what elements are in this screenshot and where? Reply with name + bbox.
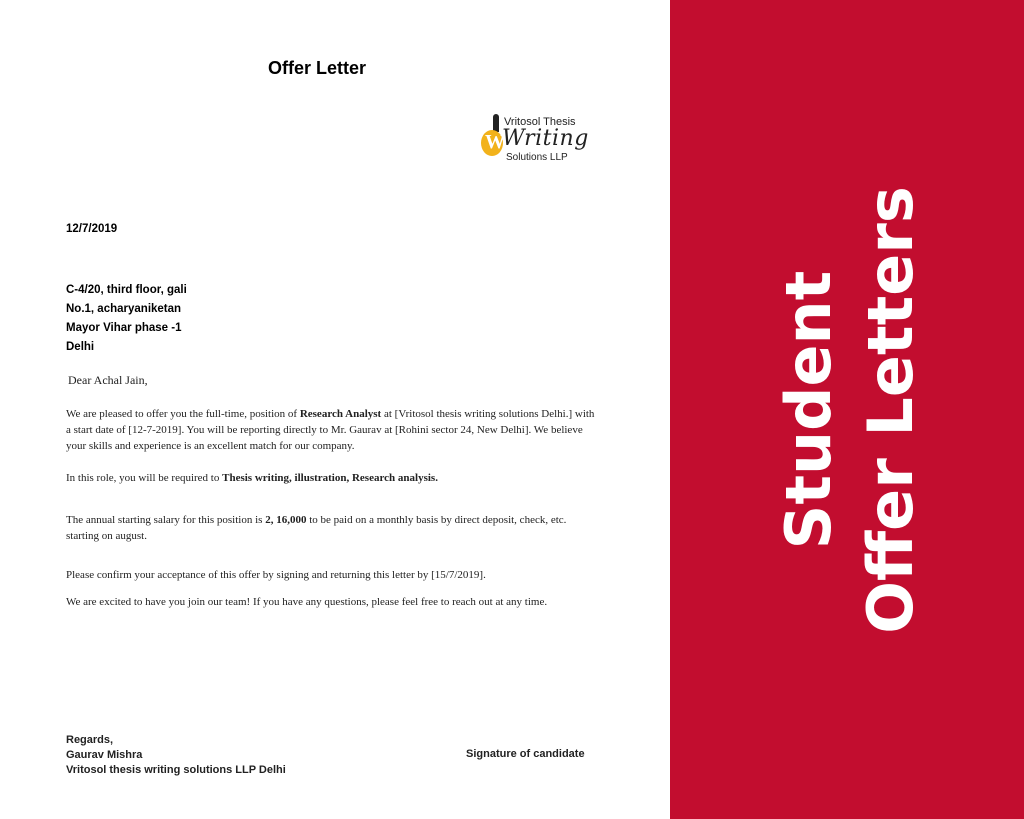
role-duties: Thesis writing, illustration, Research analysis.	[222, 472, 438, 484]
address-line: No.1, acharyaniketan	[66, 303, 182, 315]
sender-name: Gaurav Mishra	[66, 749, 143, 761]
paragraph-text: We are pleased to offer you the full-time, position of	[66, 408, 300, 420]
paragraph-offer	[66, 406, 596, 454]
address-line: Delhi	[66, 341, 95, 353]
banner-title	[768, 150, 932, 670]
logo-letter: W	[485, 131, 505, 153]
logo-line-2: Writing	[502, 126, 589, 151]
closing-block	[66, 733, 286, 778]
position-name: Research Analyst	[299, 408, 382, 420]
greeting: Dear Achal Jain,	[68, 373, 148, 387]
company-logo	[478, 112, 588, 168]
letter-date: 12/7/2019	[66, 223, 118, 235]
address-line: C-4/20, third floor, gali	[66, 284, 187, 296]
salary-amount: 2, 16,000	[265, 514, 307, 526]
paragraph-role	[66, 470, 596, 486]
paragraph-welcome: We are excited to have you join our team! If you have any questions, please feel free to reach out at any time.	[66, 596, 548, 608]
banner-line-2: Offer Letters	[854, 186, 927, 634]
candidate-signature-label: Signature of candidate	[466, 748, 585, 760]
paragraph-text: at [Vritosol thesis writing solutions Delhi.] with a start date of [12-7-2019]. You will be reporting directly to Mr. Gaurav at [Rohini sector 24, New Delhi]. We believe your skills and experience is an excellent match for our company.	[66, 408, 595, 452]
paragraph-text: to be paid on a monthly basis by direct deposit, check, etc. starting on august.	[66, 514, 567, 542]
paragraph-salary	[66, 512, 596, 544]
paragraph-text: The annual starting salary for this position is	[66, 514, 266, 526]
address-line: Mayor Vihar phase -1	[66, 322, 182, 334]
paragraph-text: In this role, you will be required to	[66, 472, 223, 484]
closing-line: Regards,	[66, 734, 114, 746]
logo-line-3: Solutions LLP	[506, 152, 568, 163]
recipient-address	[66, 281, 187, 357]
sender-company: Vritosol thesis writing solutions LLP Delhi	[66, 764, 286, 776]
logo-line-1: Vritosol Thesis	[504, 116, 576, 128]
banner-line-1: Student	[772, 270, 845, 550]
letter-title: Offer Letter	[268, 58, 367, 78]
paragraph-confirm: Please confirm your acceptance of this offer by signing and returning this letter by [15/7/2019].	[66, 569, 486, 581]
